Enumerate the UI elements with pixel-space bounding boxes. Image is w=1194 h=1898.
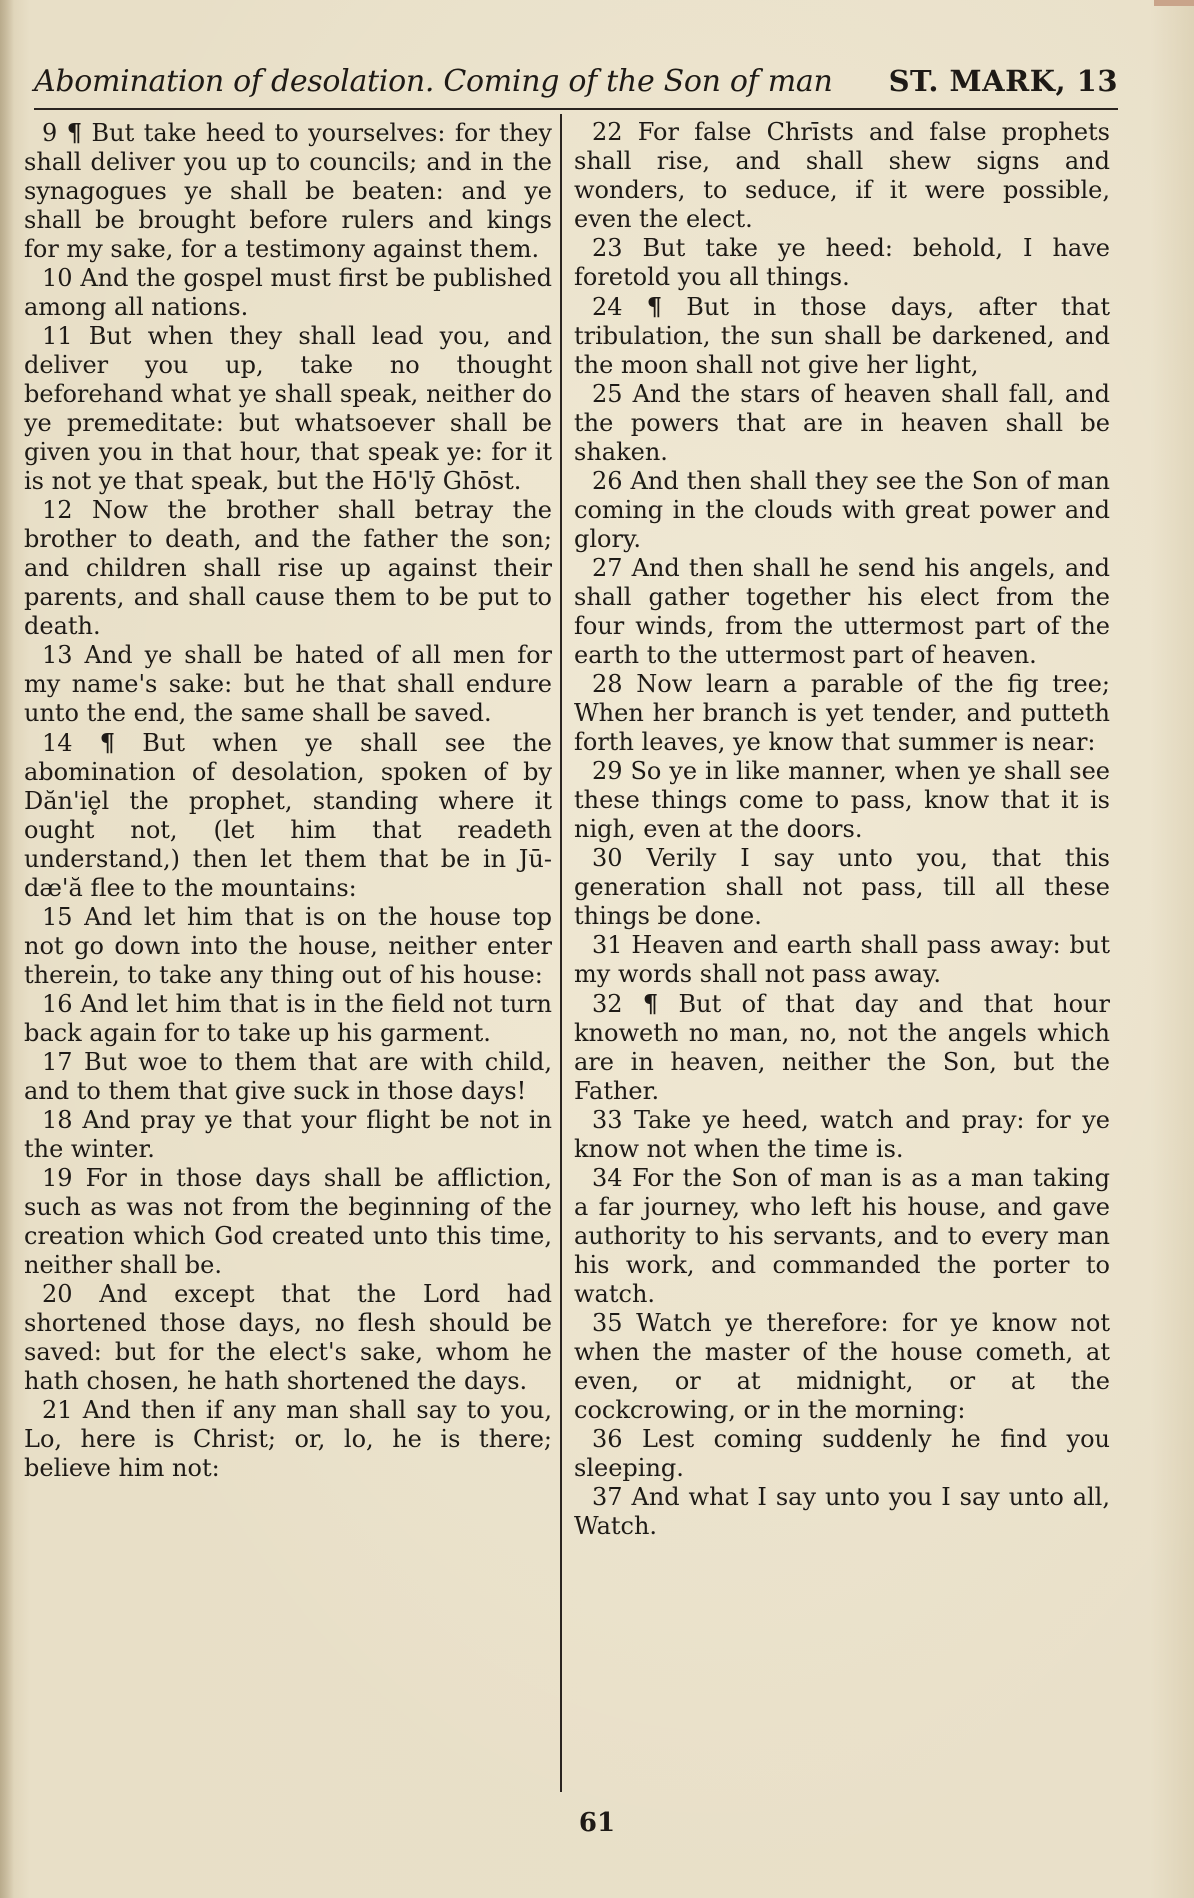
- verse-text: But woe to them that are with child, and to them that give suck in those days!: [24, 1048, 552, 1105]
- verse: [24, 990, 552, 1048]
- verse: [574, 989, 1110, 1106]
- verse-number: 27: [592, 554, 623, 582]
- verse-number: 9: [42, 119, 58, 147]
- verse-number: 32: [592, 990, 623, 1018]
- verse: [24, 1280, 552, 1396]
- verse-number: 22: [592, 118, 623, 146]
- page-number: 61: [578, 1808, 616, 1838]
- paragraph-mark-icon: ¶: [646, 292, 663, 321]
- verse-text: For in those days shall be affliction, such as was not from the beginning of the creation which God created unto this time, neither shall be.: [24, 1164, 552, 1279]
- page-corner-mark: [1154, 0, 1194, 6]
- verse: [574, 670, 1110, 757]
- column-divider: [560, 114, 562, 1792]
- verse-number: 20: [42, 1280, 73, 1308]
- paragraph-mark-icon: ¶: [99, 728, 116, 757]
- verse: [24, 903, 552, 990]
- verse-number: 17: [42, 1048, 73, 1076]
- verse: [574, 292, 1110, 380]
- verse-text: But in those days, after that tribulation, the sun shall be darkened, and the moon shall not give her light,: [574, 293, 1110, 379]
- verse: [24, 264, 552, 322]
- verse-number: 18: [42, 1106, 73, 1134]
- verse: [24, 641, 552, 728]
- verse-number: 21: [42, 1396, 73, 1424]
- verse-number: 14: [42, 729, 73, 757]
- verse-text: But when they shall lead you, and deliver you up, take no thought beforehand what ye shall speak, neither do ye premeditate: but whatsoever shall be given you in that hour, that speak ye: for it is not ye that speak, but the Hō'lȳ Ghōst.: [24, 322, 552, 495]
- verse-text: Verily I say unto you, that this generation shall not pass, till all these things be done.: [574, 844, 1110, 930]
- verse: [24, 1396, 552, 1483]
- verse-text: So ye in like manner, when ye shall see these things come to pass, know that it is nigh, even at the doors.: [574, 757, 1110, 843]
- header-book-chapter: ST. MARK, 13: [888, 64, 1118, 98]
- verse: [24, 1164, 552, 1280]
- verse-text: And then shall they see the Son of man coming in the clouds with great power and glory.: [574, 467, 1110, 553]
- verse: [574, 234, 1110, 292]
- verse-text: And let him that is in the field not turn back again for to take up his garment.: [24, 990, 552, 1047]
- verse-text: Now learn a parable of the fig tree; When her branch is yet tender, and putteth forth leaves, ye know that summer is near:: [574, 670, 1110, 756]
- verse: [574, 931, 1110, 989]
- verse: [24, 496, 552, 641]
- verse: [24, 118, 552, 264]
- verse-text: And the stars of heaven shall fall, and the powers that are in heaven shall be shaken.: [574, 380, 1110, 466]
- verse-text: And then if any man shall say to you, Lo, here is Christ; or, lo, he is there; believe him not:: [24, 1396, 552, 1482]
- verse-text: But when ye shall see the abomination of desolation, spoken of by Dăn'ie̥l the prophet, standing where it ought not, (let him that readeth understand,) then let them that be in Jū-dæ'ă flee to the mountains:: [24, 729, 552, 902]
- verse-number: 13: [42, 641, 73, 669]
- verse: [574, 1164, 1110, 1309]
- verse-text: Take ye heed, watch and pray: for ye know not when the time is.: [574, 1106, 1110, 1163]
- verse-text: But take heed to yourselves: for they shall deliver you up to councils; and in the synagogues ye shall be beaten: and ye shall be brought before rulers and kings for my sake, for a testimony against them.: [24, 119, 552, 263]
- verse-number: 12: [42, 496, 73, 524]
- verse-number: 36: [592, 1425, 623, 1453]
- header-topic: Abomination of desolation. Coming of the Son of man: [34, 64, 833, 99]
- verse: [24, 728, 552, 903]
- verse-text: And ye shall be hated of all men for my name's sake: but he that shall endure unto the end, the same shall be saved.: [24, 641, 552, 727]
- paragraph-mark-icon: ¶: [642, 989, 659, 1018]
- verse-text: And then shall he send his angels, and shall gather together his elect from the four winds, from the uttermost part of the earth to the uttermost part of heaven.: [574, 554, 1110, 669]
- verse-text: Lest coming suddenly he find you sleeping.: [574, 1425, 1110, 1482]
- right-column: [574, 118, 1110, 1541]
- verse-text: And let him that is on the house top not go down into the house, neither enter therein, to take any thing out of his house:: [24, 903, 552, 989]
- verse: [24, 1048, 552, 1106]
- verse-text: But take ye heed: behold, I have foretold you all things.: [574, 234, 1110, 291]
- verse-text: Now the brother shall betray the brother to death, and the father the son; and children shall rise up against their parents, and shall cause them to be put to death.: [24, 496, 552, 640]
- verse-number: 10: [42, 264, 73, 292]
- verse-number: 31: [592, 931, 623, 959]
- verse: [24, 1106, 552, 1164]
- paragraph-mark-icon: ¶: [66, 118, 83, 147]
- verse: [574, 757, 1110, 844]
- running-header: [34, 62, 1118, 110]
- verse-number: 35: [592, 1309, 623, 1337]
- verse-text: But of that day and that hour knoweth no man, no, not the angels which are in heaven, neither the Son, but the Father.: [574, 990, 1110, 1105]
- verse-number: 28: [592, 670, 623, 698]
- verse: [574, 1309, 1110, 1425]
- verse: [574, 380, 1110, 467]
- verse-number: 16: [42, 990, 73, 1018]
- verse-number: 26: [592, 467, 623, 495]
- page-spine-shadow: [0, 0, 14, 1898]
- verse-text: For the Son of man is as a man taking a far journey, who left his house, and gave authority to his servants, and to every man his work, and commanded the porter to watch.: [574, 1164, 1110, 1308]
- left-column: [24, 118, 552, 1483]
- verse-number: 25: [592, 380, 623, 408]
- verse: [574, 467, 1110, 554]
- verse: [574, 554, 1110, 670]
- verse-number: 30: [592, 844, 623, 872]
- verse: [574, 1106, 1110, 1164]
- verse-text: Heaven and earth shall pass away: but my words shall not pass away.: [574, 931, 1110, 988]
- verse-text: And the gospel must first be published among all nations.: [24, 264, 552, 321]
- verse-number: 24: [592, 293, 623, 321]
- verse-number: 34: [592, 1164, 623, 1192]
- verse: [574, 1483, 1110, 1541]
- verse-number: 11: [42, 322, 73, 350]
- verse-number: 23: [592, 234, 623, 262]
- verse-number: 15: [42, 903, 73, 931]
- verse: [574, 118, 1110, 234]
- verse-number: 29: [592, 757, 623, 785]
- verse-number: 37: [592, 1483, 623, 1511]
- verse: [574, 844, 1110, 931]
- verse-number: 19: [42, 1164, 73, 1192]
- verse-text: And pray ye that your flight be not in the winter.: [24, 1106, 552, 1163]
- verse-number: 33: [592, 1106, 623, 1134]
- verse-text: For false Chrīsts and false prophets shall rise, and shall shew signs and wonders, to seduce, if it were possible, even the elect.: [574, 118, 1110, 233]
- verse: [574, 1425, 1110, 1483]
- verse: [24, 322, 552, 496]
- verse-text: And except that the Lord had shortened those days, no flesh should be saved: but for the elect's sake, whom he hath chosen, he hath shortened the days.: [24, 1280, 552, 1395]
- verse-text: Watch ye therefore: for ye know not when the master of the house cometh, at even, or at midnight, or at the cockcrowing, or in the morning:: [574, 1309, 1110, 1424]
- verse-text: And what I say unto you I say unto all, Watch.: [574, 1483, 1110, 1540]
